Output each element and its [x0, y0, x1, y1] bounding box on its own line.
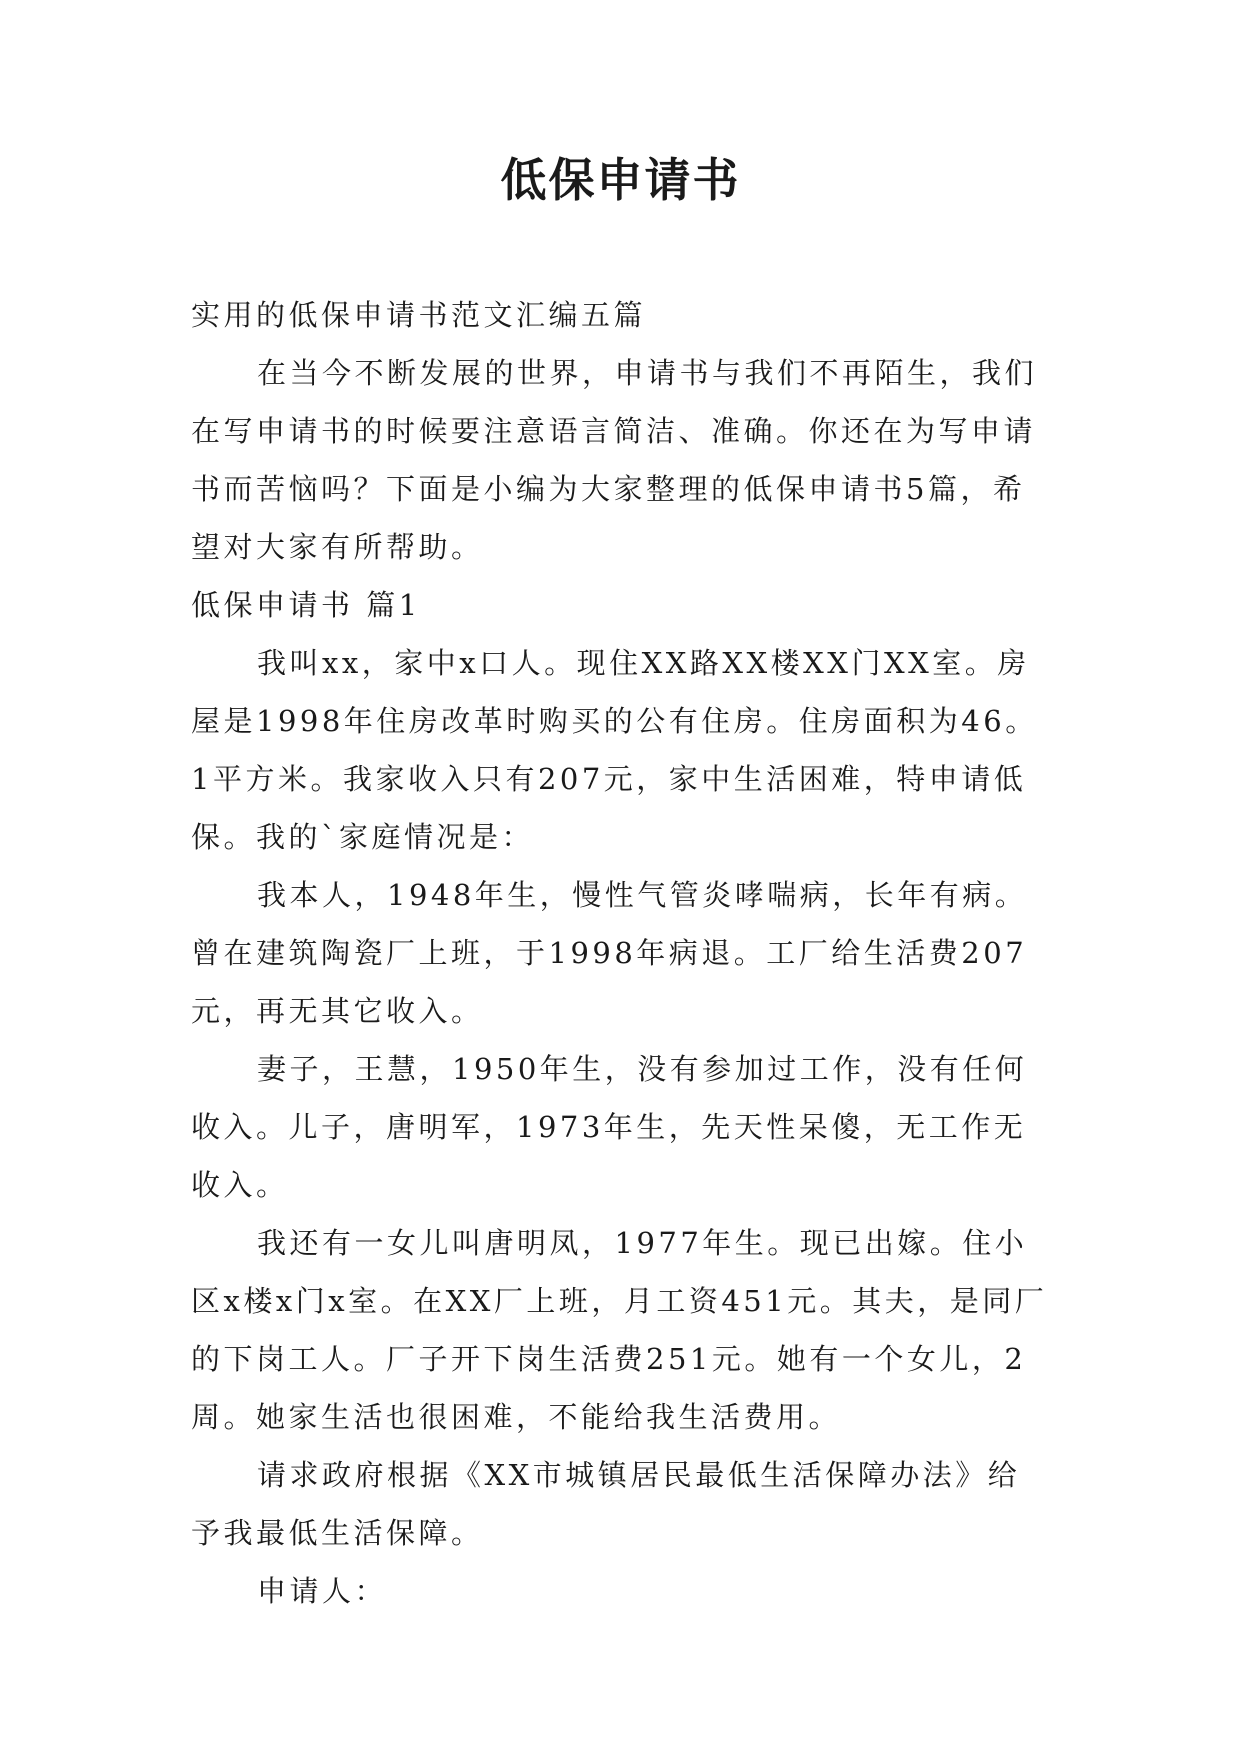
body-paragraph-daughter: 我还有一女儿叫唐明凤，1977年生。现已出嫁。住小区x楼x门x室。在XX厂上班，月工资451元。其夫，是同厂的下岗工人。厂子开下岗生活费251元。她有一个女儿，2周。她家生活也很困难，不能给我生活费用。	[191, 1226, 1048, 1434]
document-subtitle: 实用的低保申请书范文汇编五篇	[191, 298, 647, 332]
applicant-signature-label: 申请人：	[257, 1574, 388, 1608]
body-paragraph-self: 我本人，1948年生，慢性气管炎哮喘病，长年有病。曾在建筑陶瓷厂上班，于1998年病退。工厂给生活费207元，再无其它收入。	[191, 878, 1028, 1028]
intro-paragraph: 在当今不断发展的世界，申请书与我们不再陌生，我们在写申请书的时候要注意语言简洁、准确。你还在为写申请书而苦恼吗？下面是小编为大家整理的低保申请书5篇，希望对大家有所帮助。	[191, 356, 1038, 564]
document-body	[191, 286, 1051, 1620]
section-heading: 低保申请书 篇1	[191, 588, 421, 622]
body-paragraph-family: 妻子，王慧，1950年生，没有参加过工作，没有任何收入。儿子，唐明军，1973年生，先天性呆傻，无工作无收入。	[191, 1052, 1028, 1202]
body-paragraph-address: 我叫xx，家中x口人。现住XX路XX楼XX门XX室。房屋是1998年住房改革时购买的公有住房。住房面积为46。1平方米。我家收入只有207元，家中生活困难，特申请低保。我的`家庭情况是：	[191, 646, 1038, 854]
body-paragraph-request: 请求政府根据《XX市城镇居民最低生活保障办法》给予我最低生活保障。	[191, 1458, 1021, 1550]
document-title: 低保申请书	[500, 153, 741, 207]
